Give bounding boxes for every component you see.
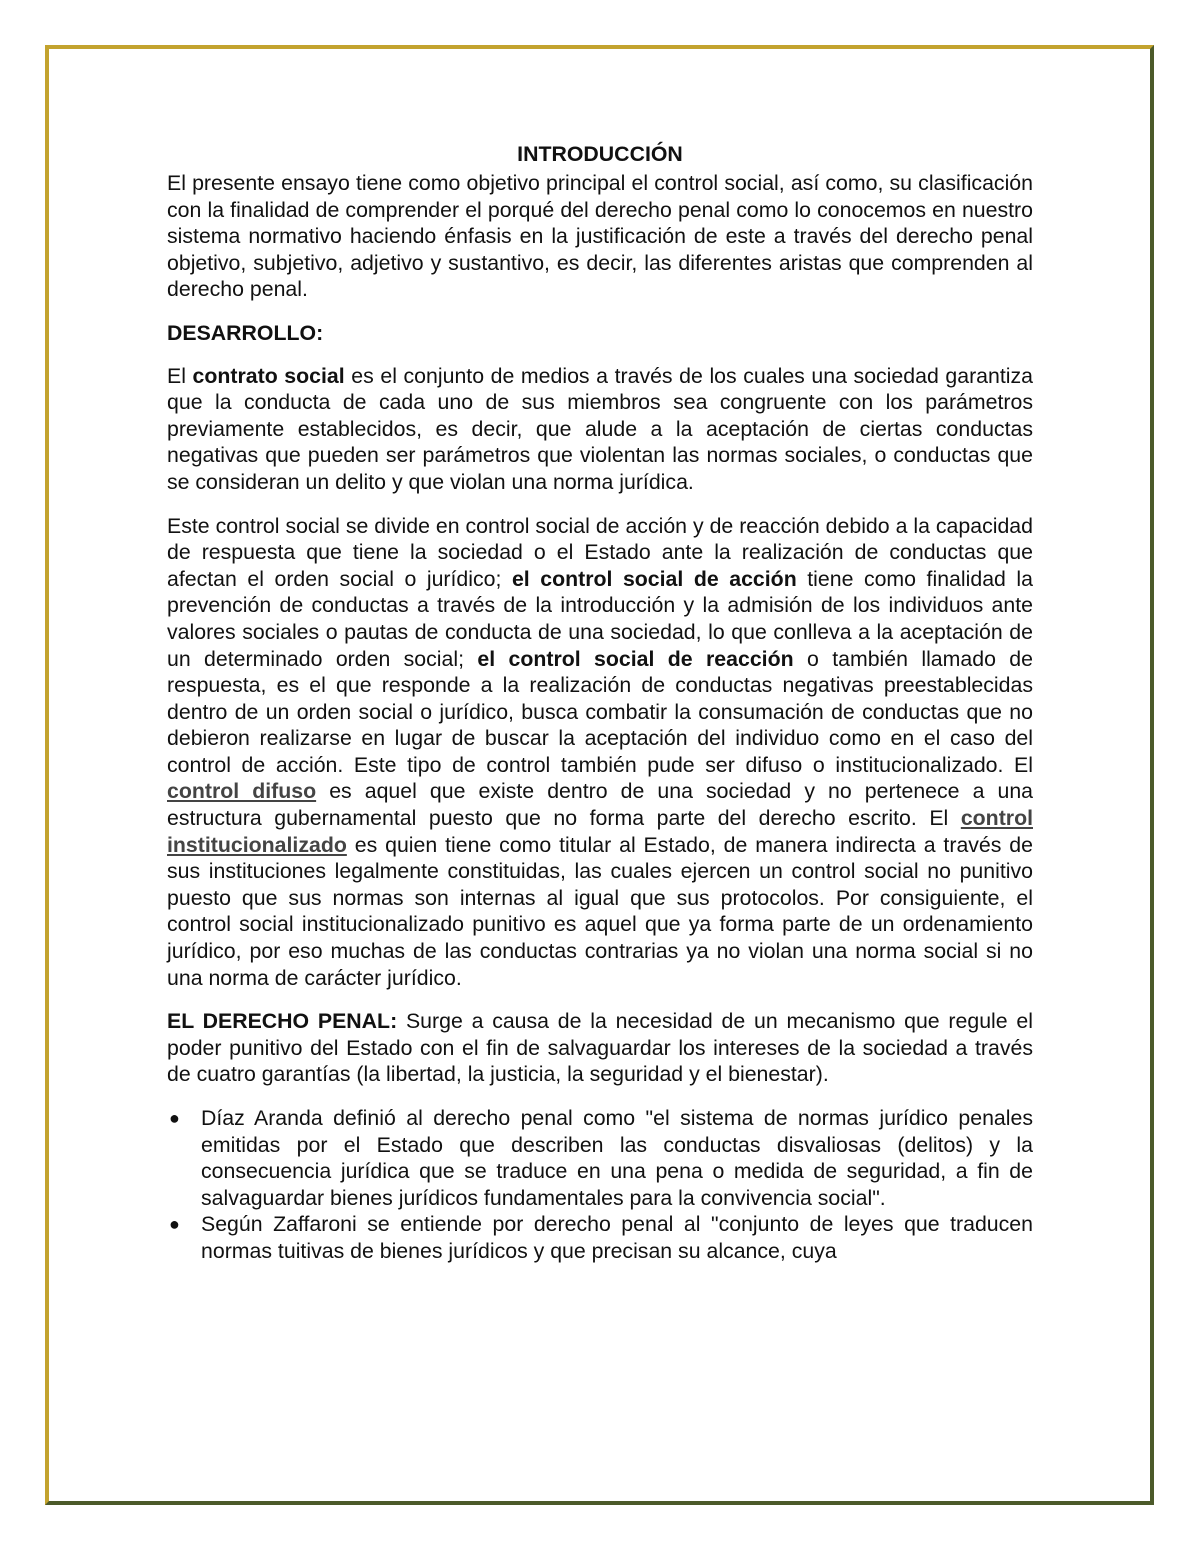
list-item-text: Díaz Aranda definió al derecho penal como "el sistema de normas jurídico penales emitidas por el Estado que describen las conductas disvaliosas (delitos) y la consecuencia jurídica que se traduce en una pena o medida de seguridad, a fin de salvaguardar bienes jurídicos fundamentales para la convivencia social". — [201, 1106, 1033, 1210]
document-body — [167, 140, 1033, 1265]
list-item — [167, 1211, 1033, 1264]
control-social-accion-term: el control social de acción — [511, 566, 797, 591]
contrato-social-paragraph — [167, 363, 1033, 496]
bullet-icon: ● — [169, 1108, 180, 1128]
text-run: es aquel que existe dentro de una sociedad y no pertenece a una estructura gubernamental puesto que no forma parte del derecho escrito. El — [167, 779, 1034, 831]
derecho-penal-term: EL DERECHO PENAL: — [167, 1009, 398, 1034]
control-social-reaccion-term: el control social de reacción — [477, 646, 794, 671]
development-heading: DESARROLLO: — [167, 320, 324, 345]
derecho-penal-paragraph — [167, 1008, 1033, 1088]
text-run: Surge a causa de la necesidad de un mecanismo que regule el poder punitivo del Estado con el fin de salvaguardar los intereses de la sociedad a través de cuatro garantías (la libertad, la justicia, la seguridad y el bienestar). — [167, 1009, 1033, 1087]
document-title: INTRODUCCIÓN — [517, 142, 683, 166]
control-institucionalizado-term: control institucionalizado — [167, 806, 1033, 857]
control-social-paragraph — [167, 513, 1033, 992]
intro-paragraph: El presente ensayo tiene como objetivo principal el control social, así como, su clasificación con la finalidad de comprender el porqué del derecho penal como lo conocemos en nuestro sistema normativo haciendo énfasis en la justificación de este a través del derecho penal objetivo, subjetivo, adjetivo y sustantivo, es decir, las diferentes aristas que comprenden al derecho penal. — [167, 171, 1033, 302]
bullet-icon: ● — [169, 1214, 180, 1235]
text-run: Este control social se divide en control social de acción y de reacción debido a la capacidad de respuesta que tiene la sociedad o el Estado ante la realización de conductas que afectan el orden social o jurídico; — [167, 513, 1033, 591]
text-run: tiene como finalidad la prevención de conductas a través de la introducción y la admisión de los individuos ante valores sociales o pautas de conducta de una sociedad, lo que conlleva a la aceptación de un determinado orden social; — [167, 566, 1033, 671]
text-run: es el conjunto de medios a través de los cuales una sociedad garantiza que la conducta de cada uno de sus miembros sea congruente con los parámetros previamente establecidos, es decir, que alude a la aceptación de ciertas conductas negativas que pueden ser parámetros que violentan las normas sociales, o conductas que se consideran un delito y que violan una norma jurídica. — [167, 363, 1033, 494]
definitions-list — [167, 1105, 1033, 1265]
text-run: El — [167, 363, 193, 388]
text-run: es quien tiene como titular al Estado, de manera indirecta a través de sus instituciones legalmente constituidas, las cuales ejercen un control social no punitivo puesto que sus normas son internas al igual que sus protocolos. Por consiguiente, el control social institucionalizado punitivo es aquel que ya forma parte de un ordenamiento jurídico, por eso muchas de las conductas contrarias ya no violan una norma social si no una norma de carácter jurídico. — [167, 832, 1033, 990]
control-difuso-term: control difuso — [167, 779, 317, 804]
contrato-social-term: contrato social — [192, 363, 345, 388]
text-run: o también llamado de respuesta, es el que responde a la realización de conductas negativas preestablecidas dentro de un orden social o jurídico, busca combatir la consumación de conductas que no debieron realizarse en lugar de buscar la aceptación del individuo como en el caso del control de acción. Este tipo de control también pude ser difuso o institucionalizado. El — [167, 646, 1033, 777]
list-item-text: Según Zaffaroni se entiende por derecho penal al "conjunto de leyes que traducen normas tuitivas de bienes jurídicos y que precisan su alcance, cuya — [201, 1212, 1033, 1263]
list-item — [167, 1105, 1033, 1211]
